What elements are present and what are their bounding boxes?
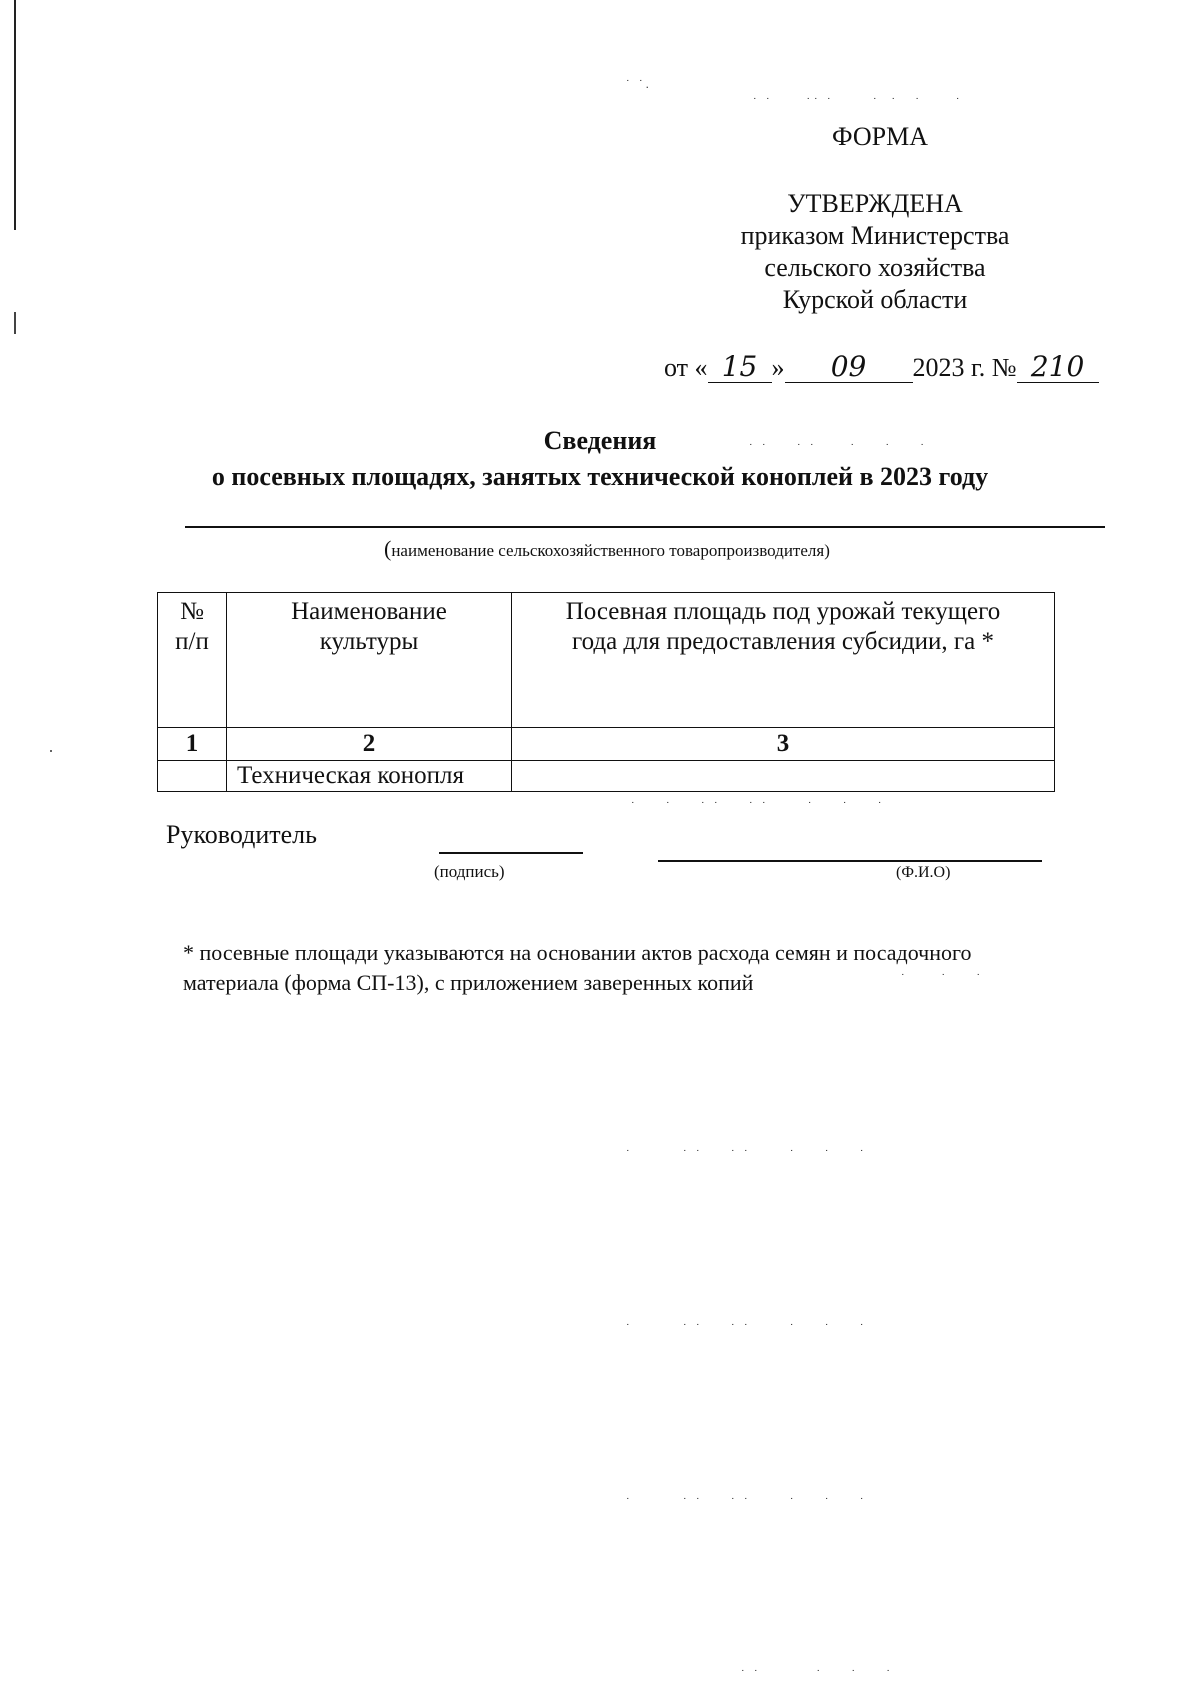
header-text: года для предоставления субсидии, га * (571, 628, 995, 655)
order-prefix: от « (664, 353, 708, 382)
table-row (158, 761, 1055, 792)
approval-block (720, 188, 1030, 316)
header-text: № (180, 598, 204, 625)
footnote (183, 938, 1083, 998)
header-cell-number (158, 593, 227, 728)
order-day-handwritten: 15 (708, 352, 772, 383)
scan-noise: ˙ ˙ ˙ ˙ ˙ ˙ ˙ ˙ ˙ (630, 800, 885, 813)
producer-caption-paren: ( (384, 536, 392, 561)
scan-noise: ˙ ˙ ˙˙ ˙ ˙ ˙ ˙ ˙ (752, 96, 963, 109)
area-value-cell (512, 761, 1055, 792)
scan-noise: ˙ ˙ ˙ ˙ ˙ (740, 1668, 893, 1681)
producer-caption (384, 536, 830, 562)
header-text: Наименование (291, 598, 447, 625)
scan-margin-line (14, 0, 16, 230)
column-number: 3 (512, 728, 1055, 761)
column-number-row (158, 728, 1055, 761)
scan-noise: ˙ ˙ ˙ (900, 972, 983, 985)
header-text: п/п (175, 628, 209, 655)
header-cell-crop (227, 593, 512, 728)
scan-noise: ˙ ˙ ˙ ˙ ˙ ˙ ˙ ˙ (625, 1322, 867, 1335)
order-month-handwritten: 09 (785, 352, 913, 383)
approval-line: УТВЕРЖДЕНА (787, 189, 963, 218)
column-number: 2 (227, 728, 512, 761)
header-cell-area (512, 593, 1055, 728)
header-text: Посевная площадь под урожай текущего (565, 598, 1001, 625)
approval-line: сельского хозяйства (764, 253, 986, 282)
footnote-line: * посевные площади указываются на основании актов расхода семян и посадочного (183, 940, 972, 965)
crop-name-cell: Техническая конопля (227, 761, 512, 792)
footnote-line: материала (форма СП-13), с приложением заверенных копий (183, 970, 754, 995)
signature-line (439, 852, 583, 854)
signature-caption: (подпись) (434, 862, 505, 881)
scan-noise: ˙ ˙. (625, 78, 651, 91)
scan-margin-line (14, 312, 16, 334)
document-title: Сведения (543, 426, 657, 455)
document-subtitle: о посевных площадях, занятых технической коноплей в 2023 году (211, 462, 989, 491)
order-reference (664, 352, 1099, 383)
column-number: 1 (158, 728, 227, 761)
order-year-text: 2023 г. № (912, 353, 1017, 382)
producer-caption-text: наименование сельскохозяйственного товаропроизводителя) (391, 541, 830, 560)
table-header-row (158, 593, 1055, 728)
fio-caption: (Ф.И.О) (896, 864, 951, 881)
head-label: Руководитель (166, 820, 317, 849)
order-number-handwritten: 210 (1017, 352, 1099, 383)
approval-line: Курской области (782, 285, 968, 314)
producer-name-field (185, 526, 1105, 528)
scan-noise: ˙ ˙ ˙ ˙ ˙ ˙ ˙ (748, 442, 927, 455)
scan-noise: ˙ ˙ ˙ ˙ ˙ ˙ ˙ ˙ (625, 1496, 867, 1509)
form-label: ФОРМА (832, 122, 928, 151)
approval-line: приказом Министерства (740, 221, 1010, 250)
order-quote-close: » (771, 353, 785, 382)
crop-area-table (157, 592, 1055, 792)
header-text: культуры (319, 628, 419, 655)
fio-line (658, 860, 1042, 862)
scan-noise: ˙ ˙ ˙ ˙ ˙ ˙ ˙ ˙ (625, 1148, 867, 1161)
row-number-cell (158, 761, 227, 792)
scan-speck (50, 750, 52, 752)
